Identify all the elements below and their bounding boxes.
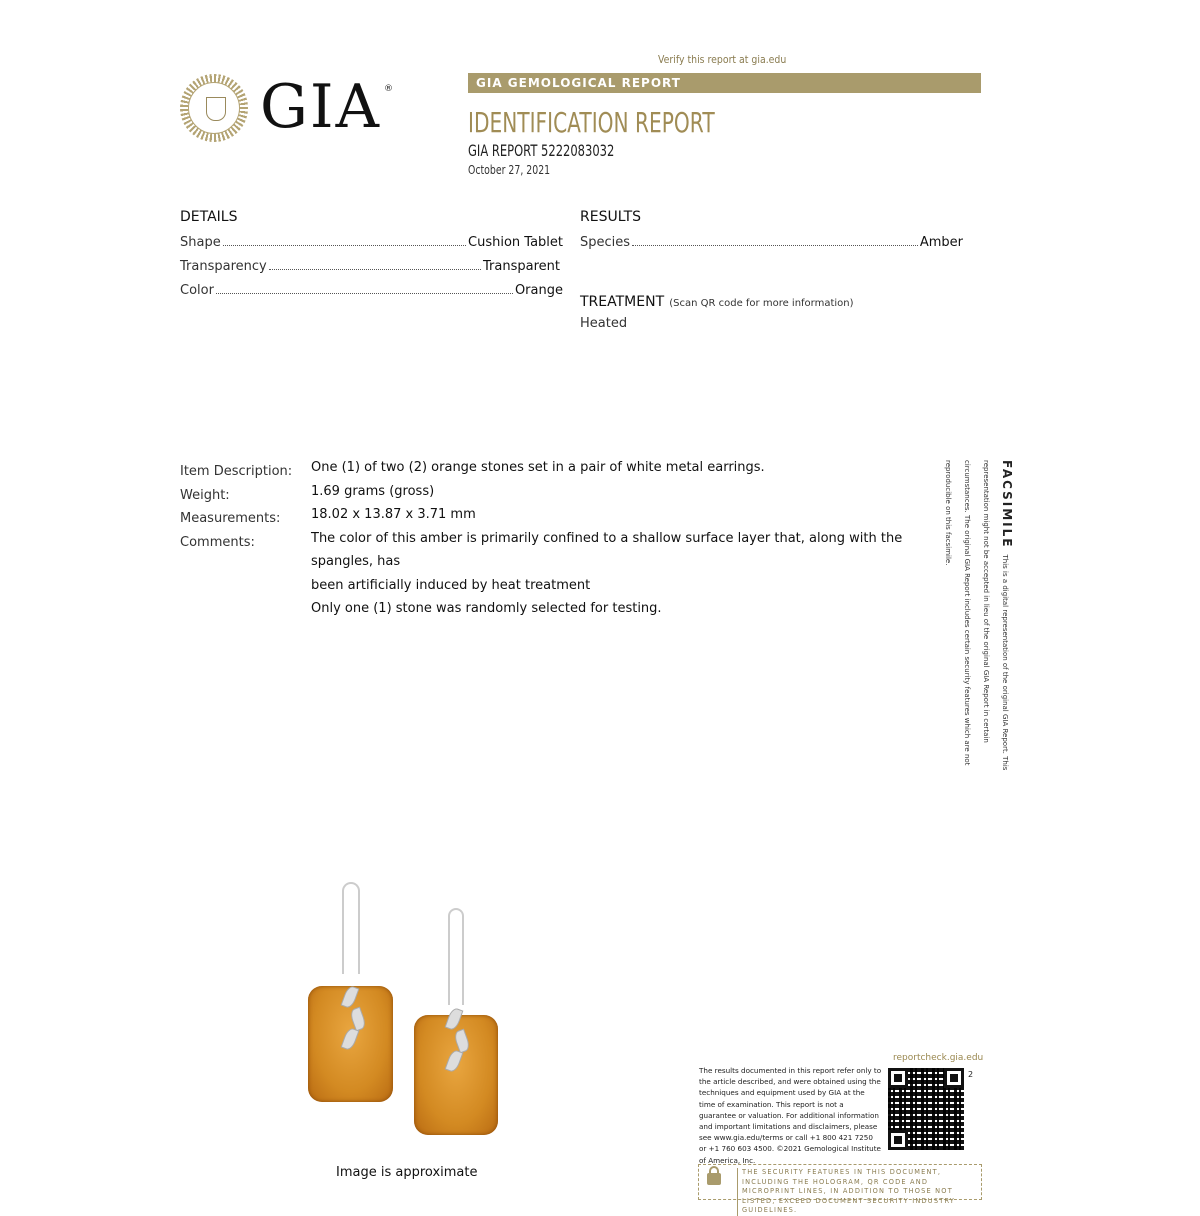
report-title: IDENTIFICATION REPORT	[468, 106, 715, 139]
item-description: One (1) of two (2) orange stones set in a pair of white metal earrings.	[311, 460, 765, 475]
gia-seal-icon	[180, 74, 248, 142]
qr-page-number: 2	[968, 1070, 974, 1079]
detail-row-transparency: Transparency Transparent	[180, 259, 560, 274]
disclaimer: The results documented in this report refer only to the article described, and were obtained using the techniques and equipment used by GIA at the time of examination. This report is not a guarantee or valuation. For additional information and important limitations and disclaimers, please see www.gia.edu/terms or call +1 800 421 7250 or +1 760 603 4500. ©2021 Gemological Institute of America, Inc.	[699, 1066, 882, 1165]
qr-code[interactable]	[888, 1068, 964, 1150]
description-labels: Item Description: Weight: Measurements: Comments:	[180, 464, 293, 550]
details-heading: DETAILS	[180, 209, 238, 225]
comments-1: The color of this amber is primarily confined to a shallow surface layer that, along with the spangles, has	[311, 530, 903, 569]
description-values	[311, 456, 951, 621]
security-notice: THE SECURITY FEATURES IN THIS DOCUMENT, INCLUDING THE HOLOGRAM, QR CODE AND MICROPRINT LINES, IN ADDITION TO THOSE NOT LISTED, EXCEED DOCUMENT SECURITY INDUSTRY GUIDELINES.	[698, 1164, 982, 1200]
reportcheck-link[interactable]: reportcheck.gia.edu	[893, 1053, 984, 1063]
treatment-heading: TREATMENT (Scan QR code for more information)	[580, 294, 854, 310]
result-row-species: Species Amber	[580, 235, 963, 250]
image-caption: Image is approximate	[336, 1165, 478, 1180]
lock-icon	[707, 1173, 721, 1185]
treatment-value: Heated	[580, 316, 628, 331]
detail-row-shape: Shape Cushion Tablet	[180, 235, 563, 250]
measurements: 18.02 x 13.87 x 3.71 mm	[311, 507, 476, 522]
detail-row-color: Color Orange	[180, 283, 563, 298]
verify-link[interactable]: Verify this report at gia.edu	[658, 53, 787, 66]
comments-2: been artificially induced by heat treatment	[311, 577, 591, 593]
comments-3: Only one (1) stone was randomly selected for testing.	[311, 601, 662, 616]
facsimile-notice: FACSIMILEThis is a digital representation of the original GIA Report. This representation might not be accepted in lieu of the original GIA Report in certain circumstances. The original GIA Report includes certain security features which are not reproducible on this facsimile.	[944, 460, 1014, 771]
report-number: GIA REPORT 5222083032	[468, 141, 615, 160]
results-heading: RESULTS	[580, 209, 642, 225]
earrings-image	[300, 878, 510, 1148]
weight: 1.69 grams (gross)	[311, 483, 435, 499]
gia-logo: GIA	[260, 72, 381, 142]
report-banner: GIA GEMOLOGICAL REPORT	[468, 73, 981, 93]
report-date: October 27, 2021	[468, 163, 551, 177]
registered-mark: ®	[384, 84, 393, 94]
